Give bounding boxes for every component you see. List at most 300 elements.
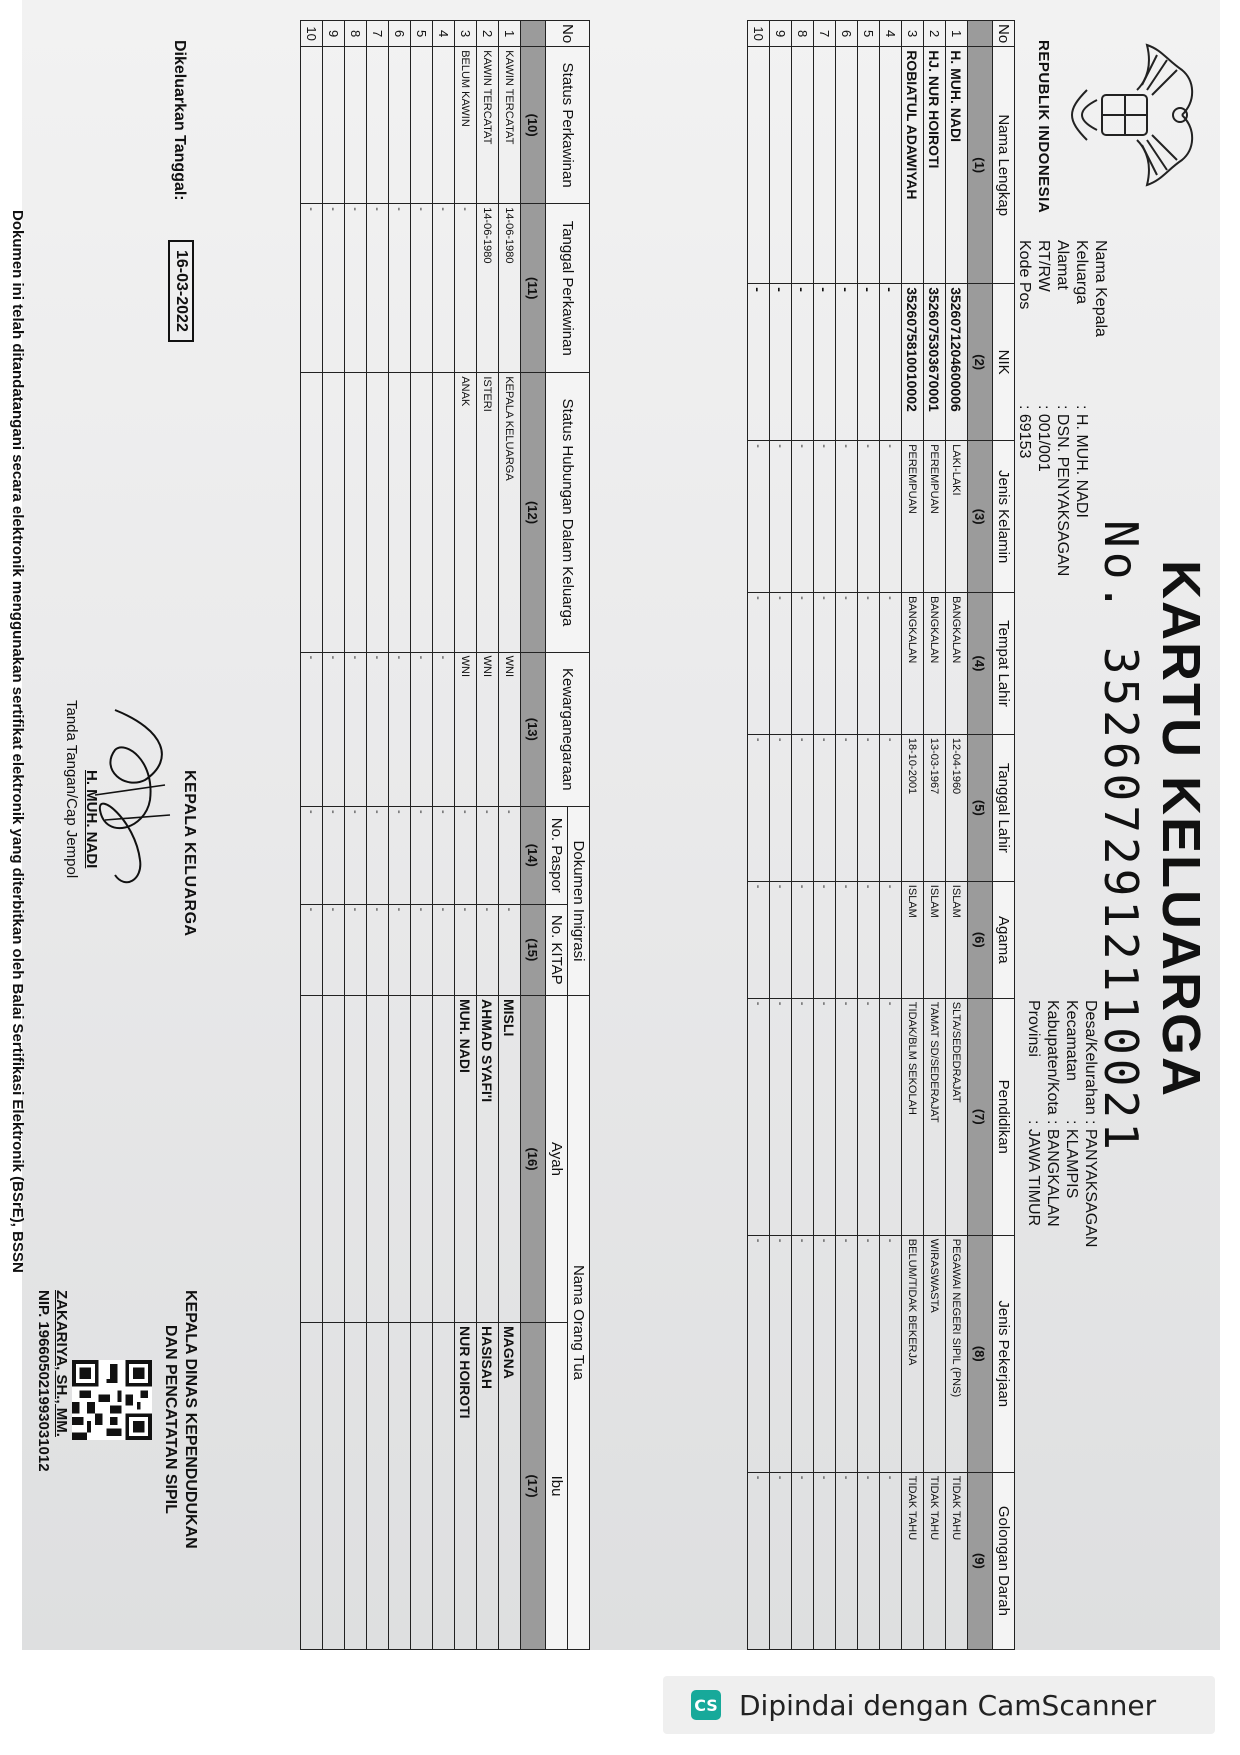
cell-tempat: -	[792, 593, 814, 735]
signature-caption: Tanda Tangan/Cap Jempol	[63, 700, 80, 879]
cell-ayah	[323, 996, 345, 1323]
cell-pekerjaan: -	[880, 1235, 902, 1472]
cell-nik: 3526075303670001	[924, 284, 946, 441]
family-members-table	[747, 20, 1015, 1650]
cell-jk: PEREMPUAN	[924, 441, 946, 593]
table-row	[433, 21, 455, 1650]
info-label: Nama Kepala Keluarga	[1073, 240, 1109, 337]
table-row	[455, 21, 477, 1650]
cell-wn: -	[411, 652, 433, 806]
table-row	[748, 21, 770, 1650]
cell-tgl: 18-10-2001	[902, 734, 924, 881]
info-value: : 69153	[1016, 405, 1033, 459]
cell-hub	[433, 373, 455, 652]
cell-tgl: -	[455, 204, 477, 373]
cell-tgl: -	[301, 204, 323, 373]
cell-wn: WNI	[455, 652, 477, 806]
cell-ayah	[411, 996, 433, 1323]
cell-paspor: -	[367, 806, 389, 904]
cell-no: 9	[323, 21, 345, 47]
family-members-body	[748, 21, 968, 1650]
signer-name: H. MUH. NADI	[83, 770, 100, 869]
cell-no: 3	[902, 21, 924, 47]
cell-nik: -	[880, 284, 902, 441]
cell-tgl: 12-04-1960	[946, 734, 968, 881]
cell-ayah: MISLI	[499, 996, 521, 1323]
col-number: (1)	[968, 47, 993, 284]
cell-tgl: -	[367, 204, 389, 373]
cell-nama	[880, 47, 902, 284]
cell-ibu: NUR HOIROTI	[455, 1323, 477, 1650]
official-nip: NIP. 196605021993031012	[35, 1290, 52, 1472]
cell-pendidikan: -	[814, 998, 836, 1235]
cell-nik: 3526075810010002	[902, 284, 924, 441]
col-header-agama: Agama	[993, 881, 1015, 998]
cell-status	[345, 47, 367, 204]
cell-no: 8	[792, 21, 814, 47]
cell-nama	[858, 47, 880, 284]
cell-pekerjaan: -	[792, 1235, 814, 1472]
cell-darah: -	[792, 1472, 814, 1649]
col-header-no: No	[993, 21, 1015, 47]
cell-hub	[345, 373, 367, 652]
cell-tempat: -	[836, 593, 858, 735]
info-value: : JAWA TIMUR	[1025, 1120, 1042, 1227]
cell-wn: -	[433, 652, 455, 806]
document-number: No. 3526072912110021	[1094, 520, 1148, 1154]
cell-pendidikan: -	[836, 998, 858, 1235]
cell-ayah	[301, 996, 323, 1323]
cell-paspor: -	[477, 806, 499, 904]
cell-nik: -	[858, 284, 880, 441]
cell-pendidikan: -	[792, 998, 814, 1235]
marital-status-table	[300, 20, 590, 1650]
cell-jk: -	[792, 441, 814, 593]
table-row	[389, 21, 411, 1650]
cell-no: 1	[499, 21, 521, 47]
cell-wn: -	[345, 652, 367, 806]
cell-no: 9	[770, 21, 792, 47]
col-number: (5)	[968, 734, 993, 881]
cell-kitap: -	[433, 904, 455, 995]
cell-nik: -	[814, 284, 836, 441]
cell-agama: -	[770, 881, 792, 998]
cell-agama: ISLAM	[946, 881, 968, 998]
cell-pekerjaan: -	[858, 1235, 880, 1472]
table-header-row	[993, 21, 1015, 1650]
cell-ibu	[367, 1323, 389, 1650]
cell-ayah	[389, 996, 411, 1323]
cell-no: 10	[748, 21, 770, 47]
col-number: (12)	[521, 373, 546, 652]
table-row	[902, 21, 924, 1650]
issued-date: 16-03-2022	[168, 240, 194, 342]
table-header-row	[568, 21, 590, 1650]
cell-pekerjaan: BELUM/TIDAK BEKERJA	[902, 1235, 924, 1472]
dinas-line: DAN PENCATATAN SIPIL	[162, 1324, 179, 1514]
cell-nama	[748, 47, 770, 284]
cell-ibu: MAGNA	[499, 1323, 521, 1650]
cell-tempat: -	[770, 593, 792, 735]
cell-no: 2	[924, 21, 946, 47]
col-header-ayah: Ayah	[546, 996, 568, 1323]
cell-ibu	[345, 1323, 367, 1650]
col-header-golongan-darah: Golongan Darah	[993, 1472, 1015, 1649]
col-header-tanggal-perkawinan: Tanggal Perkawinan	[546, 204, 590, 373]
cell-pekerjaan: -	[770, 1235, 792, 1472]
cell-pekerjaan: -	[814, 1235, 836, 1472]
cell-kitap: -	[455, 904, 477, 995]
cell-no: 5	[411, 21, 433, 47]
issued-label: Dikeluarkan Tanggal:	[171, 40, 188, 201]
table-row	[836, 21, 858, 1650]
table-row	[301, 21, 323, 1650]
cell-ayah	[345, 996, 367, 1323]
cell-nik: -	[748, 284, 770, 441]
cell-ibu	[411, 1323, 433, 1650]
cell-tgl: 14-06-1980	[499, 204, 521, 373]
col-header-ibu: Ibu	[546, 1323, 568, 1650]
cell-wn: -	[301, 652, 323, 806]
cell-hub	[411, 373, 433, 652]
col-number: (8)	[968, 1235, 993, 1472]
info-label: Kode Pos	[1016, 240, 1033, 310]
cell-nama: HJ. NUR HOIROTI	[924, 47, 946, 284]
cell-kitap: -	[411, 904, 433, 995]
cell-tgl: -	[411, 204, 433, 373]
cell-tempat: BANGKALAN	[946, 593, 968, 735]
cell-nama: H. MUH. NADI	[946, 47, 968, 284]
cell-status	[367, 47, 389, 204]
cell-nama	[814, 47, 836, 284]
cell-tgl: -	[345, 204, 367, 373]
garuda-emblem-icon	[1062, 40, 1202, 190]
official-name: ZAKARIYA, SH., MM.	[53, 1290, 70, 1437]
col-header-hubungan: Status Hubungan Dalam Keluarga	[546, 373, 590, 652]
cell-darah: TIDAK TAHU	[946, 1472, 968, 1649]
cell-tempat: -	[748, 593, 770, 735]
cell-no: 6	[389, 21, 411, 47]
cell-tgl: -	[880, 734, 902, 881]
cell-paspor: -	[323, 806, 345, 904]
info-label: Kabupaten/Kota	[1044, 1000, 1061, 1115]
cell-jk: -	[814, 441, 836, 593]
cell-agama: -	[836, 881, 858, 998]
dinas-line: KEPALA DINAS KEPENDUDUKAN	[182, 1290, 199, 1549]
electronic-signature-note: Dokumen ini telah ditandatangani secara elektronik menggunakan sertifikat elektronik yang diterbitkan oleh Balai Sertifikasi Elektronik (BSrE), BSSN	[9, 210, 26, 1273]
cell-no: 8	[345, 21, 367, 47]
cell-pekerjaan: WIRASWASTA	[924, 1235, 946, 1472]
col-number: (9)	[968, 1472, 993, 1649]
head-info-row	[1053, 240, 1072, 576]
cell-agama: -	[880, 881, 902, 998]
cell-hub: ISTERI	[477, 373, 499, 652]
cell-paspor: -	[411, 806, 433, 904]
col-number: (14)	[521, 806, 546, 904]
head-info-row	[1034, 240, 1053, 576]
column-number-row	[968, 21, 993, 1650]
camscanner-logo-icon: CS	[691, 1690, 721, 1720]
cell-nama: ROBIATUL ADAWIYAH	[902, 47, 924, 284]
cell-agama: ISLAM	[902, 881, 924, 998]
table-row	[858, 21, 880, 1650]
col-header-tempat-lahir: Tempat Lahir	[993, 593, 1015, 735]
col-header-pekerjaan: Jenis Pekerjaan	[993, 1235, 1015, 1472]
cell-pendidikan: -	[858, 998, 880, 1235]
cell-pekerjaan: -	[748, 1235, 770, 1472]
table-row	[924, 21, 946, 1650]
cell-status	[433, 47, 455, 204]
cell-agama: -	[792, 881, 814, 998]
cell-agama: -	[858, 881, 880, 998]
cell-tgl: -	[858, 734, 880, 881]
region-info-row	[1024, 1000, 1043, 1247]
col-header-jenis-kelamin: Jenis Kelamin	[993, 441, 1015, 593]
camscanner-text: Dipindai dengan CamScanner	[739, 1688, 1157, 1722]
cell-kitap: -	[301, 904, 323, 995]
cell-ibu	[301, 1323, 323, 1650]
handwritten-signature	[85, 690, 185, 910]
cell-no: 4	[880, 21, 902, 47]
info-value: : KLAMPIS	[1063, 1120, 1080, 1199]
cell-tgl: -	[836, 734, 858, 881]
cell-no: 7	[814, 21, 836, 47]
cell-pendidikan: -	[748, 998, 770, 1235]
cell-darah: -	[814, 1472, 836, 1649]
cell-no: 2	[477, 21, 499, 47]
col-header-nama-orang-tua: Nama Orang Tua	[568, 996, 590, 1650]
col-header-dokumen-imigrasi: Dokumen Imigrasi	[568, 806, 590, 995]
cell-tempat: -	[880, 593, 902, 735]
cell-status	[411, 47, 433, 204]
cell-darah: -	[858, 1472, 880, 1649]
info-value: : 001/001	[1035, 405, 1052, 472]
cell-wn: -	[323, 652, 345, 806]
table-row	[814, 21, 836, 1650]
cell-pendidikan: SLTA/SEDEDRAJAT	[946, 998, 968, 1235]
cell-ibu	[433, 1323, 455, 1650]
col-number: (13)	[521, 652, 546, 806]
col-number: (3)	[968, 441, 993, 593]
table-row	[345, 21, 367, 1650]
cell-kitap: -	[477, 904, 499, 995]
table-row	[770, 21, 792, 1650]
cell-darah: -	[836, 1472, 858, 1649]
cell-no: 3	[455, 21, 477, 47]
scanned-page	[9, 0, 1220, 1650]
head-info	[1015, 240, 1110, 576]
cell-jk: PEREMPUAN	[902, 441, 924, 593]
cell-paspor: -	[499, 806, 521, 904]
cell-wn: -	[389, 652, 411, 806]
cell-tgl: -	[389, 204, 411, 373]
cell-wn: WNI	[477, 652, 499, 806]
cell-status: BELUM KAWIN	[455, 47, 477, 204]
cell-paspor: -	[433, 806, 455, 904]
cell-hub	[301, 373, 323, 652]
col-header-paspor: No. Paspor	[546, 806, 568, 904]
cell-hub	[389, 373, 411, 652]
cell-kitap: -	[345, 904, 367, 995]
cell-paspor: -	[389, 806, 411, 904]
cell-jk: -	[858, 441, 880, 593]
cell-kitap: -	[323, 904, 345, 995]
cell-pendidikan: TIDAK/BLM SEKOLAH	[902, 998, 924, 1235]
cell-hub	[367, 373, 389, 652]
cell-tgl: -	[792, 734, 814, 881]
col-number: (2)	[968, 284, 993, 441]
col-number: (10)	[521, 47, 546, 204]
cell-darah: TIDAK TAHU	[924, 1472, 946, 1649]
table-row	[323, 21, 345, 1650]
region-info-row	[1062, 1000, 1081, 1247]
cell-nik: -	[770, 284, 792, 441]
cell-tgl: -	[433, 204, 455, 373]
cell-jk: LAKI-LAKI	[946, 441, 968, 593]
info-label: Alamat	[1054, 240, 1071, 290]
cell-pendidikan: TAMAT SD/SEDERAJAT	[924, 998, 946, 1235]
info-label: RT/RW	[1035, 240, 1052, 292]
col-number: (7)	[968, 998, 993, 1235]
cell-ayah: AHMAD SYAFI'I	[477, 996, 499, 1323]
info-value: : H. MUH. NADI	[1073, 405, 1090, 518]
cell-agama: -	[748, 881, 770, 998]
col-header-nik: NIK	[993, 284, 1015, 441]
cell-pendidikan: -	[880, 998, 902, 1235]
dinas-title	[160, 1290, 200, 1549]
qr-code-icon	[72, 1360, 152, 1440]
cell-kitap: -	[389, 904, 411, 995]
table-row	[792, 21, 814, 1650]
cell-ibu	[389, 1323, 411, 1650]
cell-status	[301, 47, 323, 204]
document-title: KARTU KELUARGA	[1151, 560, 1211, 1098]
cell-agama: ISLAM	[924, 881, 946, 998]
region-info-row	[1081, 1000, 1100, 1247]
cell-darah: -	[748, 1472, 770, 1649]
col-number: (16)	[521, 996, 546, 1323]
cell-pendidikan: -	[770, 998, 792, 1235]
col-header-tanggal-lahir: Tanggal Lahir	[993, 734, 1015, 881]
marital-status-body	[301, 21, 521, 1650]
cell-status	[323, 47, 345, 204]
cell-pekerjaan: PEGAWAI NEGERI SIPIL (PNS)	[946, 1235, 968, 1472]
country-label: REPUBLIK INDONESIA	[1035, 40, 1052, 214]
cell-nama	[792, 47, 814, 284]
cell-kitap: -	[367, 904, 389, 995]
table-row	[367, 21, 389, 1650]
cell-tgl: 13-03-1967	[924, 734, 946, 881]
region-info-row	[1043, 1000, 1062, 1247]
cell-tempat: BANGKALAN	[924, 593, 946, 735]
col-number: (11)	[521, 204, 546, 373]
info-value: : DSN. PENYAKSAGAN	[1054, 405, 1071, 577]
cell-ayah	[433, 996, 455, 1323]
info-label: Provinsi	[1025, 1000, 1042, 1057]
col-number: (4)	[968, 593, 993, 735]
head-info-row	[1072, 240, 1110, 576]
cell-darah: TIDAK TAHU	[902, 1472, 924, 1649]
region-info	[1024, 1000, 1100, 1247]
cell-no: 1	[946, 21, 968, 47]
column-number-row	[521, 21, 546, 1650]
cell-paspor: -	[301, 806, 323, 904]
col-header-pendidikan: Pendidikan	[993, 998, 1015, 1235]
camscanner-badge	[663, 1676, 1215, 1734]
cell-tempat: -	[814, 593, 836, 735]
col-header-nama: Nama Lengkap	[993, 47, 1015, 284]
cell-jk: -	[770, 441, 792, 593]
cell-darah: -	[880, 1472, 902, 1649]
table-row	[499, 21, 521, 1650]
col-number: (6)	[968, 881, 993, 998]
head-info-row	[1015, 240, 1034, 576]
cell-pekerjaan: -	[836, 1235, 858, 1472]
cell-tempat: -	[858, 593, 880, 735]
cell-jk: -	[748, 441, 770, 593]
cell-no: 10	[301, 21, 323, 47]
cell-tgl: -	[323, 204, 345, 373]
cell-hub: ANAK	[455, 373, 477, 652]
family-card-document	[9, 0, 1220, 1650]
cell-ibu: HASISAH	[477, 1323, 499, 1650]
cell-wn: -	[367, 652, 389, 806]
cell-tempat: BANGKALAN	[902, 593, 924, 735]
kepala-keluarga-label: KEPALA KELUARGA	[181, 770, 198, 937]
col-number: (17)	[521, 1323, 546, 1650]
table-row	[946, 21, 968, 1650]
table-row	[880, 21, 902, 1650]
cell-kitap: -	[499, 904, 521, 995]
col-header-kitap: No. KITAP	[546, 904, 568, 995]
cell-paspor: -	[455, 806, 477, 904]
col-header-kewarganegaraan: Kewarganegaraan	[546, 652, 590, 806]
cell-hub: KEPALA KELUARGA	[499, 373, 521, 652]
cell-tgl: -	[814, 734, 836, 881]
cell-tgl: -	[770, 734, 792, 881]
cell-ibu	[323, 1323, 345, 1650]
cell-nik: -	[836, 284, 858, 441]
cell-agama: -	[814, 881, 836, 998]
info-value: : PANYAKSAGAN	[1082, 1120, 1099, 1248]
col-header-status-perkawinan: Status Perkawinan	[546, 47, 590, 204]
cell-darah: -	[770, 1472, 792, 1649]
cell-tgl: -	[748, 734, 770, 881]
table-row	[477, 21, 499, 1650]
cell-nama	[836, 47, 858, 284]
cell-no: 5	[858, 21, 880, 47]
cell-no: 6	[836, 21, 858, 47]
col-number: (15)	[521, 904, 546, 995]
cell-nik: 3526071204600006	[946, 284, 968, 441]
cell-jk: -	[880, 441, 902, 593]
cell-status: KAWIN TERCATAT	[499, 47, 521, 204]
cell-status: KAWIN TERCATAT	[477, 47, 499, 204]
info-value: : BANGKALAN	[1044, 1120, 1061, 1227]
info-label: Kecamatan	[1063, 1000, 1080, 1081]
cell-no: 4	[433, 21, 455, 47]
cell-nama	[770, 47, 792, 284]
cell-ayah	[367, 996, 389, 1323]
info-label: Desa/Kelurahan	[1082, 1000, 1099, 1115]
cell-ayah: MUH. NADI	[455, 996, 477, 1323]
cell-paspor: -	[345, 806, 367, 904]
table-row	[411, 21, 433, 1650]
cell-nik: -	[792, 284, 814, 441]
cell-status	[389, 47, 411, 204]
cell-tgl: 14-06-1980	[477, 204, 499, 373]
cell-no: 7	[367, 21, 389, 47]
